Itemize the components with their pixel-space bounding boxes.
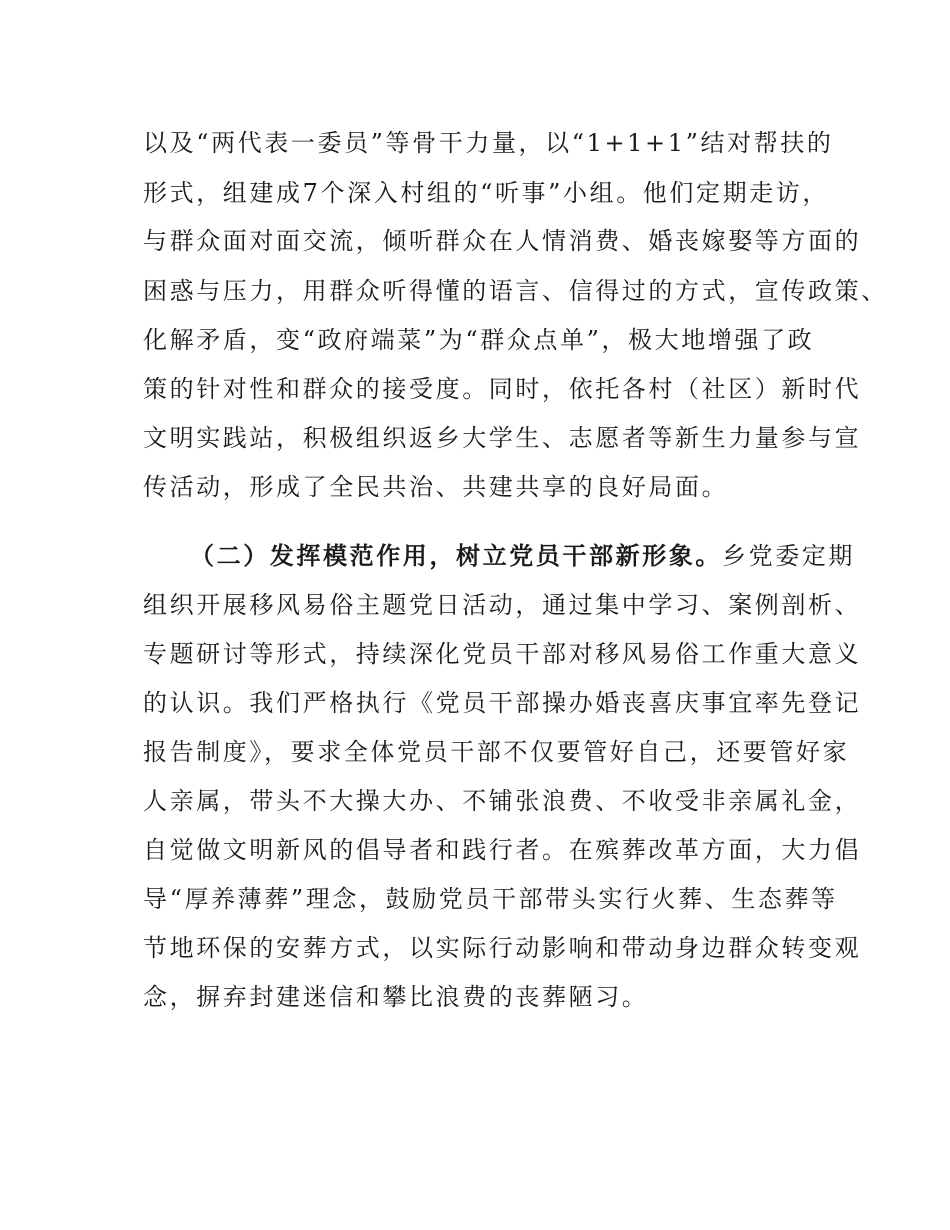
text-span: 乡党委定期 [722, 542, 855, 570]
text-line: 人亲属，带头不大操大办、不铺张浪费、不收受非亲属礼金， [143, 787, 862, 815]
text-line: 困惑与压力，用群众听得懂的语言、信得过的方式，宣传政策、 [143, 277, 888, 305]
text-line: 文明实践站，积极组织返乡大学生、志愿者等新生力量参与宣 [143, 424, 862, 452]
text-line: 节地环保的安葬方式，以实际行动影响和带动身边群众转变观 [143, 934, 862, 962]
text-line: 与群众面对面交流，倾听群众在人情消费、婚丧嫁娶等方面的 [143, 227, 862, 255]
text-line: 以及“两代表一委员”等骨干力量，以“1+1+1”结对帮扶的 [143, 129, 834, 157]
text-line: 自觉做文明新风的倡导者和践行者。在殡葬改革方面，大力倡 [143, 836, 862, 864]
text-line: 专题研讨等形式，持续深化党员干部对移风易俗工作重大意义 [143, 640, 862, 668]
section-heading: （二）发挥模范作用，树立党员干部新形象。 [190, 541, 722, 570]
text-line: 的认识。我们严格执行《党员干部操办婚丧喜庆事宜率先登记 [143, 689, 862, 717]
text-line: 报告制度》，要求全体党员干部不仅要管好自己，还要管好家 [143, 738, 850, 766]
text-line: 形式，组建成7个深入村组的“听事”小组。他们定期走访， [143, 179, 830, 207]
text-line: 导“厚养薄葬”理念，鼓励党员干部带头实行火葬、生态葬等 [143, 885, 838, 913]
text-line: 传活动，形成了全民共治、共建共享的良好局面。 [143, 473, 729, 501]
text-line: 念，摒弃封建迷信和攀比浪费的丧葬陋习。 [143, 983, 649, 1011]
text-line: 策的针对性和群众的接受度。同时，依托各村（社区）新时代 [143, 375, 862, 403]
text-line: 化解矛盾，变“政府端菜”为“群众点单”，极大地增强了政 [143, 326, 815, 354]
paragraph-2-first-line [190, 536, 870, 576]
text-line: 组织开展移风易俗主题党日活动，通过集中学习、案例剖析、 [143, 591, 862, 619]
